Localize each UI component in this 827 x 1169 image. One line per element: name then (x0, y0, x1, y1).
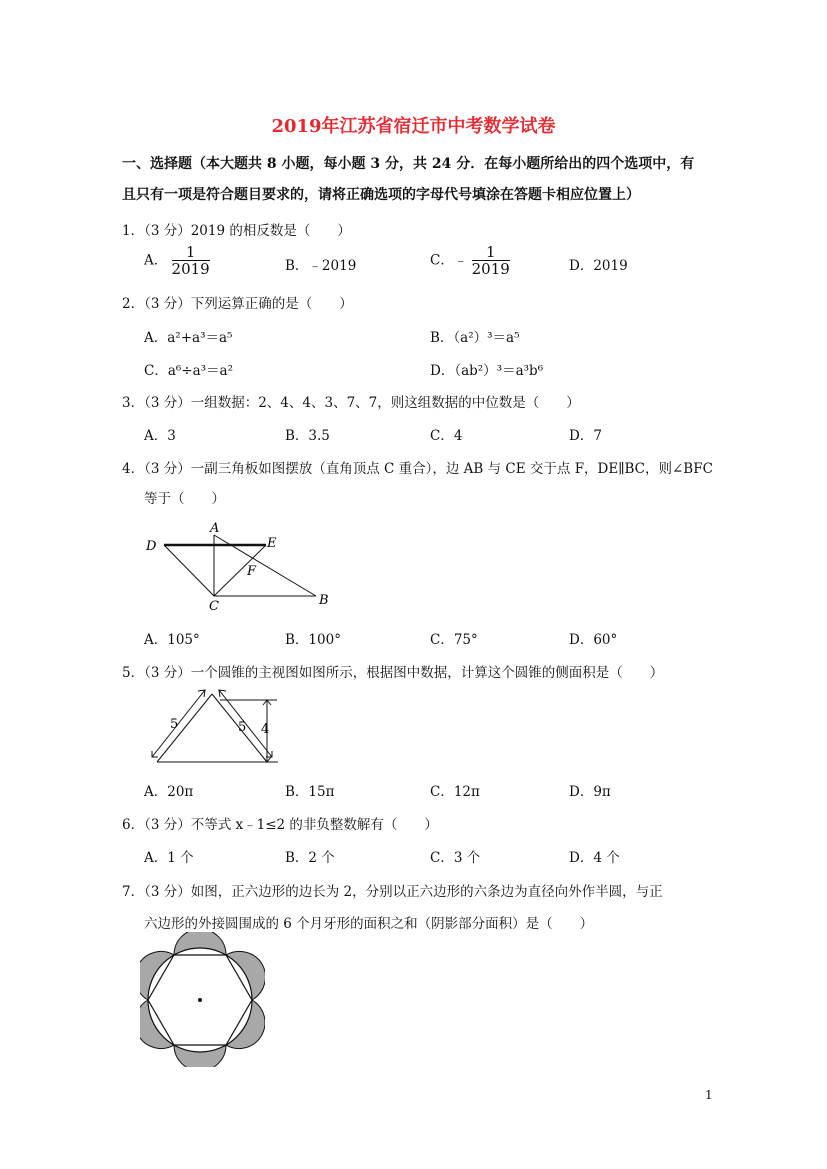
q4-option-d[interactable]: D．60° (569, 632, 618, 648)
q1-option-d[interactable]: D．2019 (569, 258, 628, 274)
q6-option-b[interactable]: B．2 个 (285, 850, 335, 866)
q2-option-b[interactable]: B．（a²）³＝a⁵ (430, 330, 520, 346)
q5-stem: 5．（3 分）一个圆锥的主视图如图所示，根据图中数据，计算这个圆锥的侧面积是（ ） (122, 665, 664, 681)
q6-option-c[interactable]: C．3 个 (430, 850, 481, 866)
q3-option-c[interactable]: C．4 (430, 428, 463, 444)
q5-option-b[interactable]: B．15π (285, 784, 335, 800)
q4-label-a: A (210, 521, 220, 536)
q1-a-numerator: 1 (172, 244, 210, 261)
section-header-line2: 且只有一项是符合题目要求的，请将正确选项的字母代号填涂在答题卡相应位置上） (122, 187, 640, 203)
q1-c-numerator: 1 (472, 244, 510, 261)
q3-option-b[interactable]: B．3.5 (285, 428, 330, 444)
q5-label-left-slant: 5 (170, 717, 179, 732)
q4-option-b[interactable]: B．100° (285, 632, 341, 648)
q1-stem: 1．（3 分）2019 的相反数是（ ） (122, 223, 351, 239)
q4-triangle-figure (140, 515, 340, 615)
q5-label-right-slant: 5 (238, 720, 247, 735)
q4-stem-line1: 4．（3 分）一副三角板如图摆放（直角顶点 C 重合），边 AB 与 CE 交于点 F，DE∥BC，则∠BFC (122, 461, 713, 477)
q5-option-d[interactable]: D．9π (569, 784, 611, 800)
q1-option-a[interactable] (144, 244, 210, 278)
section-header-line1: 一、选择题（本大题共 8 小题，每小题 3 分，共 24 分．在每小题所给出的四个选项中，有 (122, 156, 695, 172)
q6-option-d[interactable]: D．4 个 (569, 850, 620, 866)
q2-stem: 2．（3 分）下列运算正确的是（ ） (122, 296, 353, 312)
q3-stem: 3．（3 分）一组数据：2、4、4、3、7、7，则这组数据的中位数是（ ） (122, 395, 580, 411)
q1-option-a-fraction (172, 244, 210, 278)
q4-option-a[interactable]: A．105° (144, 632, 200, 648)
q1-option-c-label: C．﹣ (430, 252, 468, 269)
q7-stem-line2: 六边形的外接圆围成的 6 个月牙形的面积之和（阴影部分面积）是（ ） (144, 916, 594, 932)
page-number: 1 (705, 1088, 713, 1102)
page-title: 2019年江苏省宿迁市中考数学试卷 (271, 116, 556, 137)
q4-label-b: B (319, 593, 329, 608)
q4-label-c: C (209, 599, 219, 614)
q1-option-c-fraction (472, 244, 510, 278)
q1-a-denominator: 2019 (171, 260, 210, 278)
q5-option-c[interactable]: C．12π (430, 784, 480, 800)
q1-option-c[interactable] (430, 244, 510, 278)
q1-option-b[interactable]: B．﹣2019 (285, 258, 357, 274)
q6-stem: 6．（3 分）不等式 x﹣1≤2 的非负整数解有（ ） (122, 817, 438, 833)
q7-stem-line1: 7．（3 分）如图，正六边形的边长为 2，分别以正六边形的六条边为直径向外作半圆，与正 (122, 884, 663, 900)
q2-option-c[interactable]: C．a⁶÷a³＝a² (144, 363, 234, 379)
q2-option-a[interactable]: A．a²+a³＝a⁵ (144, 330, 233, 346)
q5-cone-front-view (140, 685, 290, 770)
q6-option-a[interactable]: A．1 个 (144, 850, 194, 866)
q4-label-d: D (146, 539, 157, 554)
q1-option-a-label: A． (144, 252, 168, 269)
q4-option-c[interactable]: C．75° (430, 632, 478, 648)
q3-option-a[interactable]: A．3 (144, 428, 176, 444)
q5-option-a[interactable]: A．20π (144, 784, 194, 800)
q4-label-e: E (267, 536, 277, 551)
q1-c-denominator: 2019 (471, 260, 510, 278)
q2-option-d[interactable]: D．（ab²）³＝a³b⁶ (430, 363, 544, 379)
q5-label-height: 4 (261, 722, 270, 737)
q7-hexagon-lunes-figure (140, 932, 265, 1067)
q4-label-f: F (247, 564, 257, 579)
q4-stem-line2: 等于（ ） (144, 491, 225, 507)
q3-option-d[interactable]: D．7 (569, 428, 602, 444)
